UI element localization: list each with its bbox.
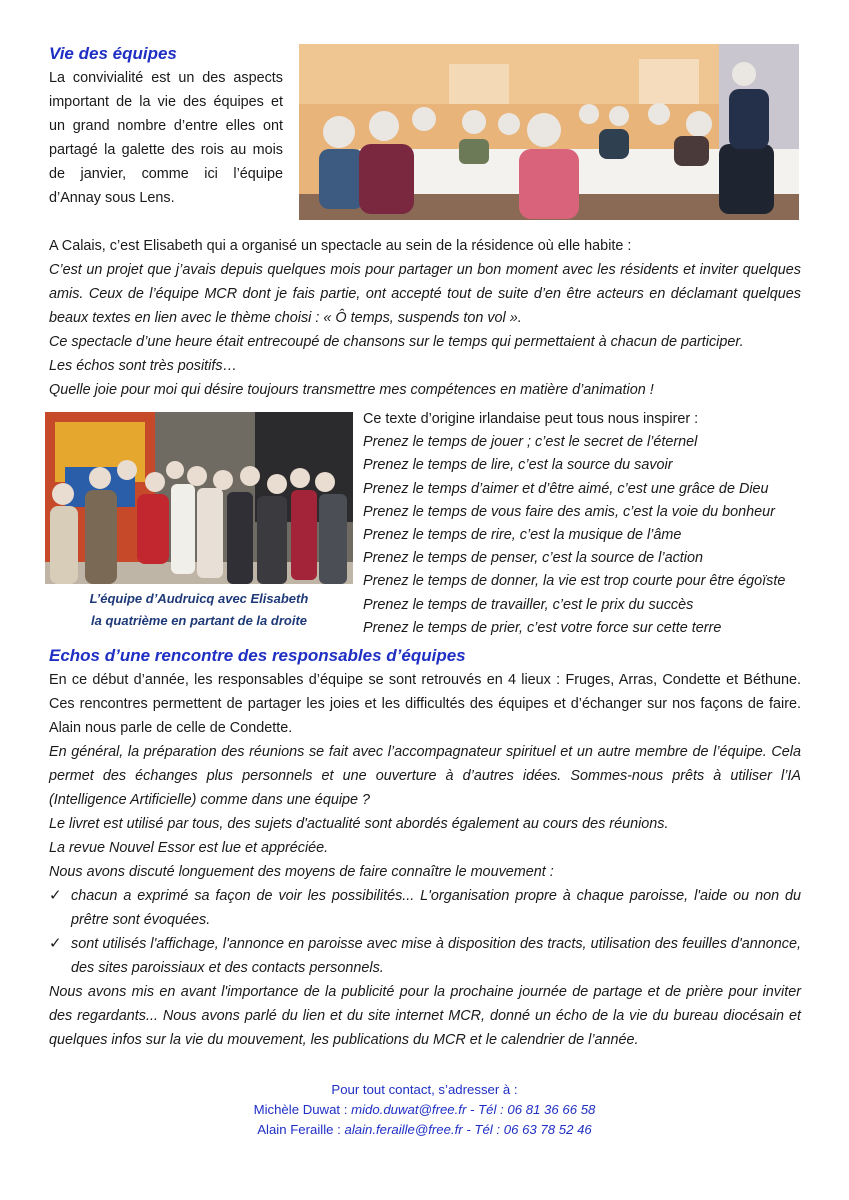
- photo-annay-illustration: [299, 44, 799, 220]
- contact-heading: Pour tout contact, s’adresser à :: [331, 1082, 518, 1097]
- section3-italic-1: En général, la préparation des réunions se fait avec l’accompagnateur spirituel et un autre membre de l’équipe. Cela permet des échanges plus personnels et une ouverture à d’autres idées. Sommes-nous prêts à utiliser l’IA (Intelligence Artificielle) comme dans une équipe ?: [49, 744, 801, 808]
- checklist-text: sont utilisés l'affichage, l'annonce en paroisse avec mise à disposition des tracts, utilisation des feuilles d'annonce, des sites paroissiaux et des contacts personnels.: [71, 936, 801, 976]
- poem-intro: Ce texte d’origine irlandaise peut tous nous inspirer :: [363, 411, 699, 427]
- checklist: [49, 884, 801, 980]
- quote-line-2: Ce spectacle d’une heure était entrecoupé de chansons sur le temps qui permettaient à chacun de participer.: [49, 334, 744, 350]
- checklist-item: [49, 884, 801, 932]
- contact-phone: - Tél : 06 63 78 52 46: [462, 1122, 592, 1137]
- section3-italic-2: Le livret est utilisé par tous, des sujets d'actualité sont abordés également au cours des réunions.: [49, 816, 669, 832]
- contact-person-1: [0, 1100, 849, 1120]
- checkmark-icon: ✓: [49, 887, 62, 904]
- contact-name: Alain Feraille :: [257, 1122, 345, 1137]
- photo-audruicq-illustration: [45, 412, 353, 584]
- page: [49, 40, 801, 1052]
- quote-line-3: Les échos sont très positifs…: [49, 358, 237, 374]
- contact-block: [0, 1080, 849, 1140]
- checkmark-icon: ✓: [49, 935, 62, 952]
- quote-line-1: C’est un projet que j’avais depuis quelques mois pour partager un bon moment avec les résidents et inviter quelques amis. Ceux de l’équipe MCR dont je fais partie, ont accepté tout de suite d’en être acteurs en déclamant quelques beaux textes en lien avec le thème choisi : « Ô temps, suspends ton vol ».: [49, 262, 801, 326]
- poem-line: Prenez le temps d’aimer et d’être aimé, c’est une grâce de Dieu: [363, 480, 769, 497]
- contact-email-link[interactable]: mido.duwat@free.fr: [351, 1102, 467, 1117]
- poem-line: Prenez le temps de travailler, c’est le prix du succès: [363, 596, 694, 613]
- section1-text: [49, 42, 283, 210]
- checklist-item: [49, 932, 801, 980]
- poem-line: Prenez le temps de donner, la vie est trop courte pour être égoïste: [363, 573, 786, 590]
- photo-annay-galette: [299, 44, 799, 220]
- poem-line: Prenez le temps de lire, c’est la source du savoir: [363, 457, 673, 474]
- contact-email-link[interactable]: alain.feraille@free.fr: [344, 1122, 463, 1137]
- contact-person-2: [0, 1120, 849, 1140]
- contact-phone: - Tél : 06 81 36 66 58: [466, 1102, 596, 1117]
- photo-caption: [45, 588, 353, 632]
- section3-italic-4: Nous avons discuté longuement des moyens de faire connaître le mouvement :: [49, 864, 554, 880]
- section3-closing: Nous avons mis en avant l'importance de la publicité pour la prochaine journée de partage et de prière pour inviter des regardants... Nous avons parlé du lien et du site internet MCR, donné un écho de la vie du bureau diocésain et quelques infos sur la vie du mouvement, les publications du MCR et le calendrier de l’année.: [49, 984, 801, 1048]
- quote-line-4: Quelle joie pour moi qui désire toujours transmettre mes compétences en matière d’animation !: [49, 382, 654, 398]
- contact-name: Michèle Duwat :: [253, 1102, 352, 1117]
- section3-italic-3: La revue Nouvel Essor est lue et appréciée.: [49, 840, 329, 856]
- poem-line: Prenez le temps de prier, c’est votre force sur cette terre: [363, 619, 722, 636]
- section1-title: Vie des équipes: [49, 44, 177, 63]
- calais-intro: A Calais, c’est Elisabeth qui a organisé un spectacle au sein de la résidence où elle habite :: [49, 238, 632, 254]
- section-vie-equipes: [49, 40, 801, 230]
- caption-line-1: L’équipe d’Audruicq avec Elisabeth: [89, 591, 309, 606]
- poem-line: Prenez le temps de jouer ; c’est le secret de l’éternel: [363, 434, 698, 451]
- section1-intro: La convivialité est un des aspects important de la vie des équipes et un grand nombre d’entre elles ont partagé la galette des rois au mois de janvier, comme ici l’équipe d’Annay sous Lens.: [49, 70, 283, 206]
- poem: [363, 408, 803, 640]
- poem-line: Prenez le temps de vous faire des amis, c’est la voie du bonheur: [363, 503, 775, 520]
- section-echos: [49, 644, 801, 1052]
- checklist-text: chacun a exprimé sa façon de voir les possibilités... L'organisation propre à chaque paroisse, l'aide ou non du prêtre sont évoquées.: [71, 888, 801, 928]
- poem-line: Prenez le temps de penser, c’est la source de l’action: [363, 550, 703, 567]
- section3-title: Echos d’une rencontre des responsables d’équipes: [49, 646, 466, 665]
- poem-line: Prenez le temps de rire, c’est la musique de l’âme: [363, 527, 682, 544]
- section-poem: [49, 408, 801, 644]
- photo-audruicq-team: [45, 412, 353, 584]
- section3-intro: En ce début d’année, les responsables d’équipe se sont retrouvés en 4 lieux : Fruges, Arras, Condette et Béthune. Ces rencontres permettent de partager les joies et les difficultés des équipes et d’échanger sur nos façons de faire. Alain nous parle de celle de Condette.: [49, 672, 801, 736]
- caption-line-2: la quatrième en partant de la droite: [91, 613, 307, 628]
